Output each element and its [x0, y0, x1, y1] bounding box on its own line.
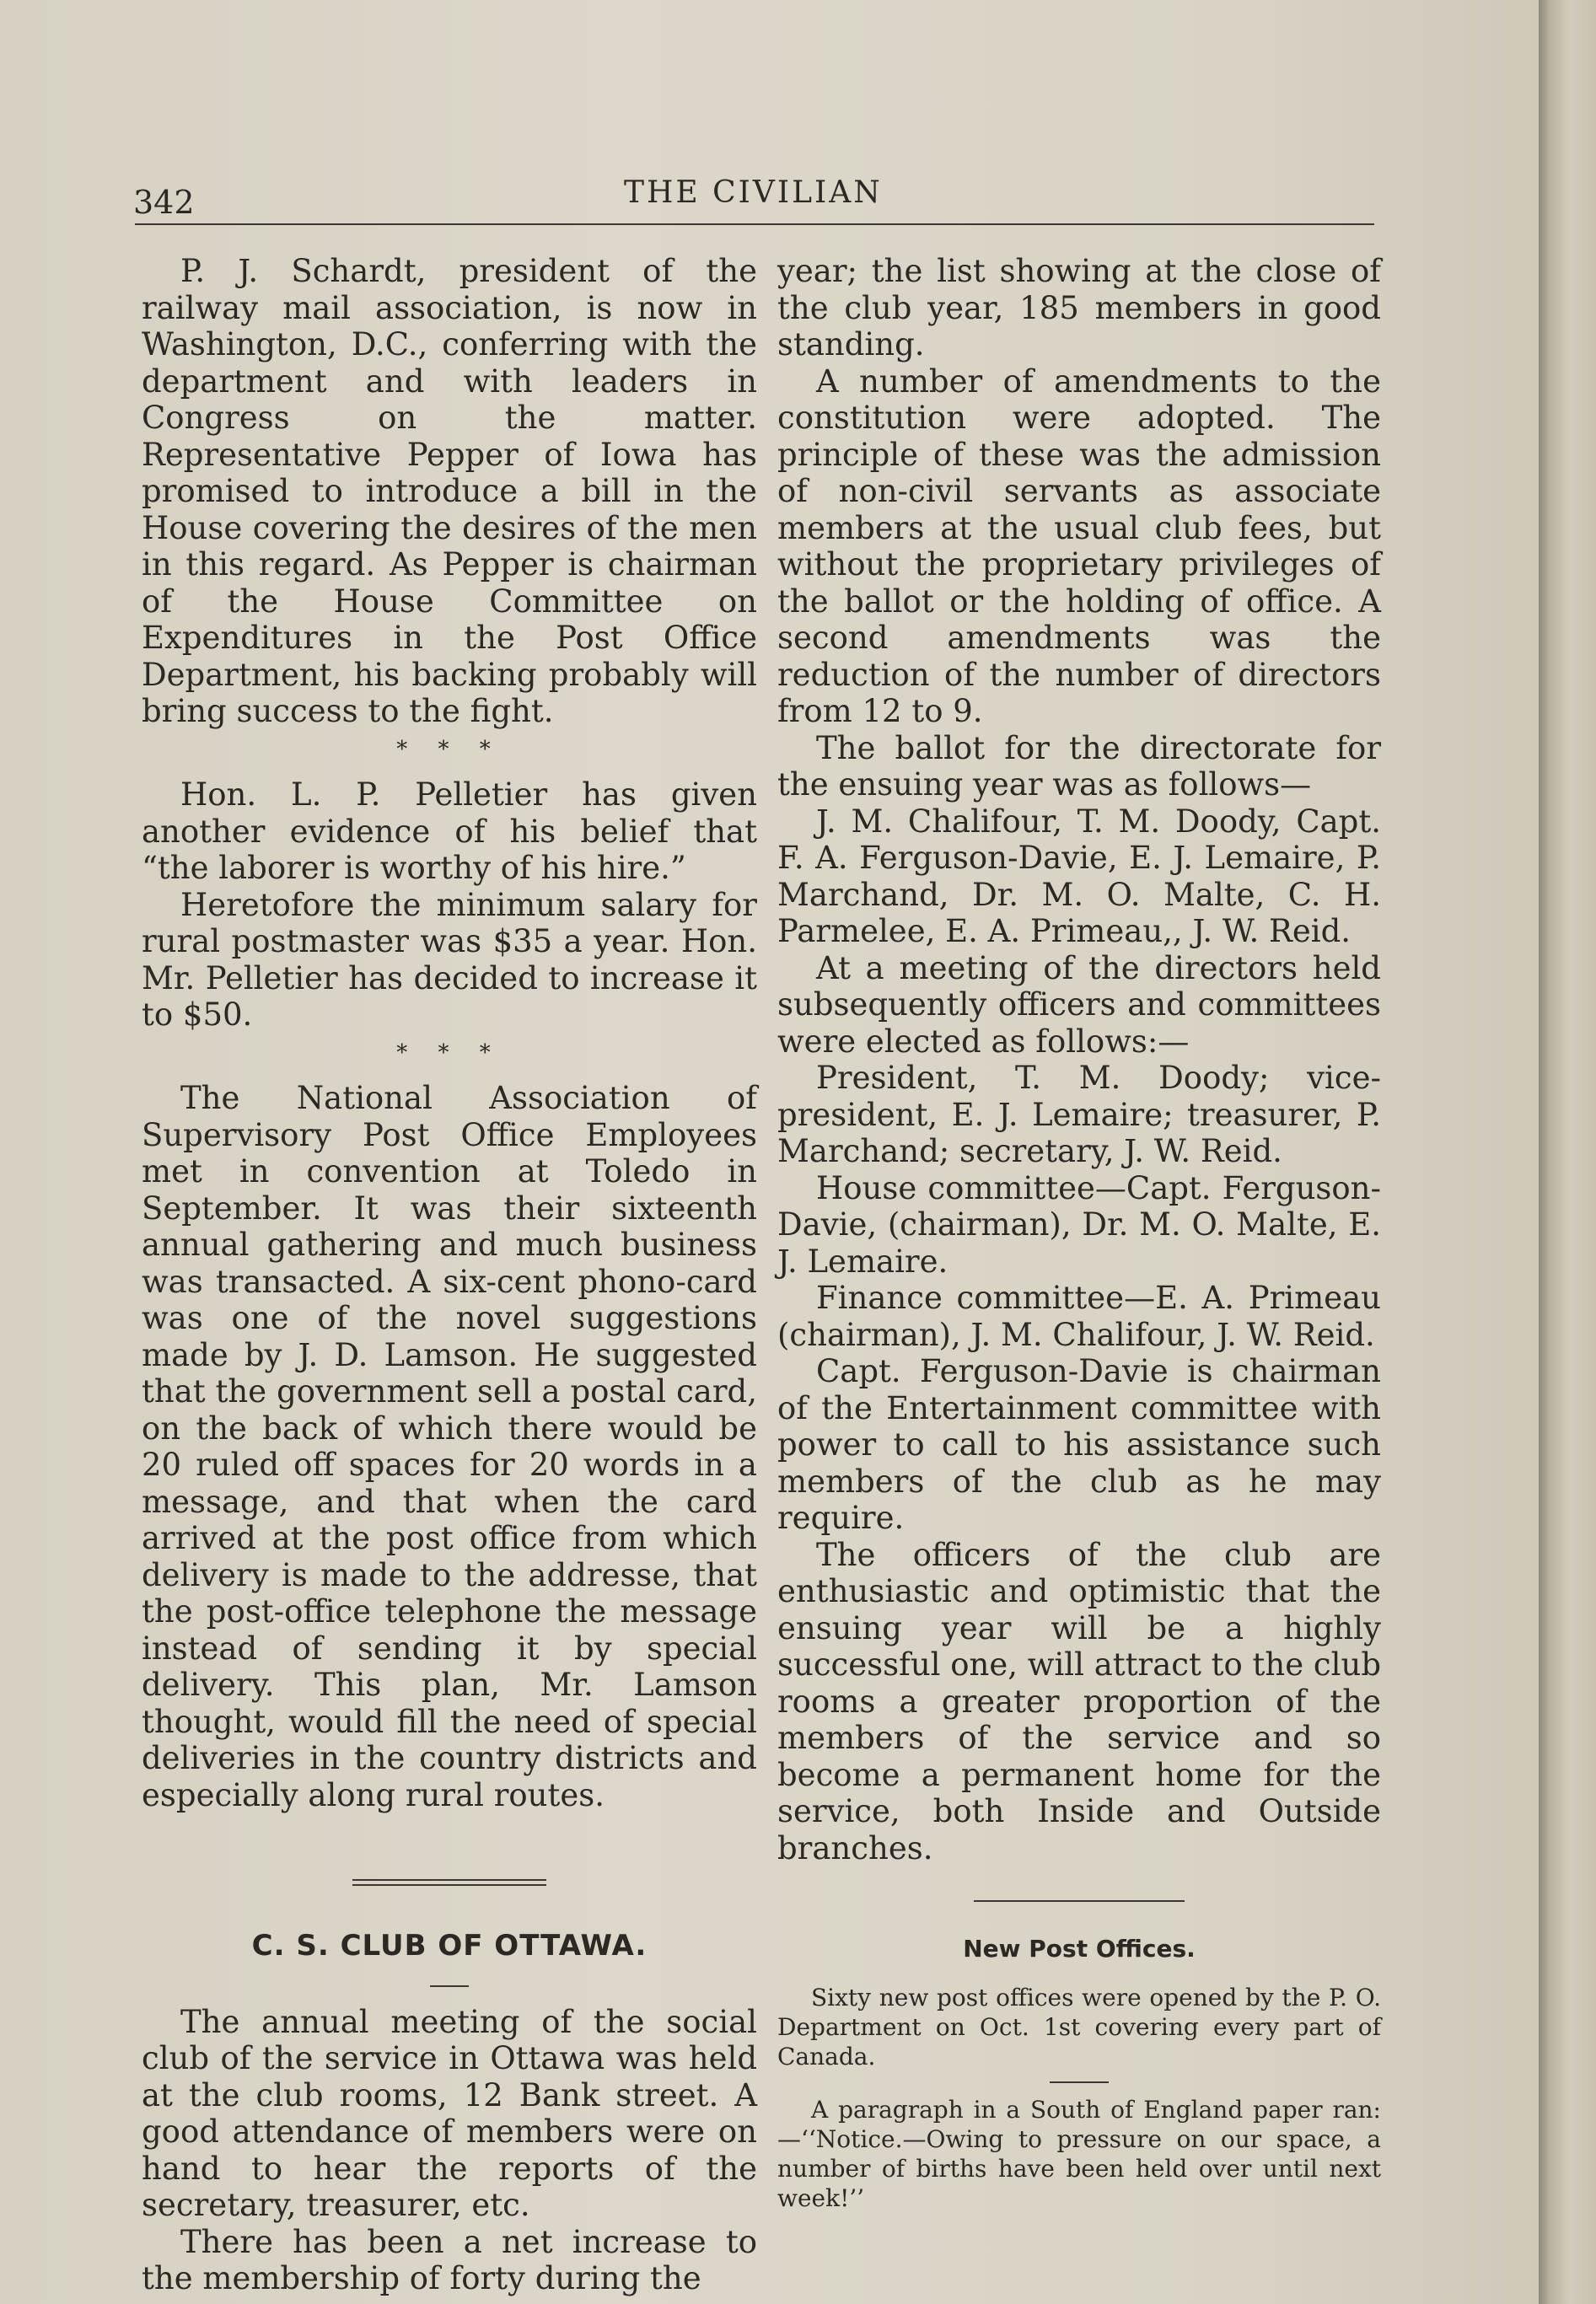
paragraph-house-committee: House committee—Capt. Ferguson-Davie, (chairman), Dr. M. O. Malte, E. J. Lemaire.: [777, 1169, 1381, 1280]
section-separator-stars: * * *: [396, 736, 502, 762]
section-title-cs-club: C. S. CLUB OF OTTAWA.: [251, 1929, 648, 1963]
section-title-new-post-offices: New Post Offices.: [963, 1935, 1196, 1963]
paragraph-annual-meeting: The annual meeting of the social club of the service in Ottawa was held at the club rooms, 12 Bank street. A good attendance of members were on hand to hear the reports of the secretary, treasurer, etc.: [142, 2003, 757, 2223]
small-print-block: [777, 1983, 1381, 2213]
paragraph-new-post-offices: Sixty new post offices were opened by the P. O. Department on Oct. 1st covering every part of Canada.: [777, 1983, 1381, 2070]
book-spine-edge: [1539, 0, 1596, 2304]
paragraph-entertainment: Capt. Ferguson-Davie is chairman of the Entertainment committee with power to call to his assistance such members of the club as he may require.: [777, 1353, 1381, 1536]
paragraph-pelletier: Hon. L. P. Pelletier has given another evidence of his belief that “the laborer is worthy of his hire.”: [142, 776, 757, 886]
paragraph-ballot: The ballot for the directorate for the ensuing year was as follows—: [777, 729, 1381, 803]
paragraph-salary: Heretofore the minimum salary for rural postmaster was $35 a year. Hon. Mr. Pelletier has decided to increase it to $50.: [142, 886, 757, 1033]
paragraph-notice: A paragraph in a South of England paper ran:—‘‘Notice.—Owing to pressure on our space, a number of births have been held over until next week!’’: [777, 2095, 1381, 2212]
paragraph-officers-list: President, T. M. Doody; vice-president, E. J. Lemaire; treasurer, P. Marchand; secretary, J. W. Reid.: [777, 1060, 1381, 1169]
paragraph-directors-list: J. M. Chalifour, T. M. Doody, Capt. F. A. Ferguson-Davie, E. J. Lemaire, P. Marchand, Dr. M. O. Malte, C. H. Parmelee, E. A. Primeau,, J. W. Reid.: [777, 803, 1381, 949]
double-rule-divider: [352, 1879, 546, 1886]
left-column: [142, 253, 757, 2297]
running-title: THE CIVILIAN: [624, 175, 883, 210]
section-separator-stars: * * *: [396, 1039, 502, 1066]
paragraph-amendments: A number of amendments to the constitution were adopted. The principle of these was the admission of non-civil servants as associate members at the usual club fees, but without the proprietary privileges of the ballot or the holding of office. A second amendments was the reduction of the number of directors from 12 to 9.: [777, 363, 1381, 729]
paragraph-finance-committee: Finance committee—E. A. Primeau (chairman), J. M. Chalifour, J. W. Reid.: [777, 1280, 1381, 1353]
header-rule: [135, 223, 1374, 225]
paragraph-club-year: year; the list showing at the close of the club year, 185 members in good standing.: [777, 253, 1381, 363]
paragraph-schardt: P. J. Schardt, president of the railway mail association, is now in Washington, D.C., conferring with the department and with leaders in Congress on the matter. Representative Pepper of Iowa has promised to introduce a bill in the House covering the desires of the men in this regard. As Pepper is chairman of the House Committee on Expenditures in the Post Office Department, his backing probably will bring success to the fight.: [142, 253, 757, 729]
paragraph-membership: There has been a net increase to the membership of forty during the: [142, 2223, 757, 2296]
paragraph-officers-elected: At a meeting of the directors held subsequently officers and committees were elected as follows:—: [777, 949, 1381, 1060]
paragraph-supervisory-association: The National Association of Supervisory Post Office Employees met in convention at Toledo in September. It was their sixteenth annual gathering and much business was transacted. A six-cent phono-card was one of the novel suggestions made by J. D. Lamson. He suggested that the government sell a postal card, on the back of which there would be 20 ruled off spaces for 20 words in a message, and that when the card arrived at the post office from which delivery is made to the addresse, that the post-office telephone the message instead of sending it by special delivery. This plan, Mr. Lamson thought, would fill the need of special deliveries in the country districts and especially along rural routes.: [142, 1080, 757, 1813]
right-column: [777, 253, 1381, 2213]
tiny-rule-divider: [1050, 2081, 1109, 2083]
paragraph-officers-optimism: The officers of the club are enthusiastic and optimistic that the ensuing year will be a highly successful one, will attract to the club rooms a greater proportion of the members of the service and so become a permanent home for the service, both Inside and Outside branches.: [777, 1536, 1381, 1866]
rule-divider: [974, 1900, 1185, 1902]
title-dash: [430, 1985, 469, 1987]
page-number: 342: [133, 184, 195, 221]
